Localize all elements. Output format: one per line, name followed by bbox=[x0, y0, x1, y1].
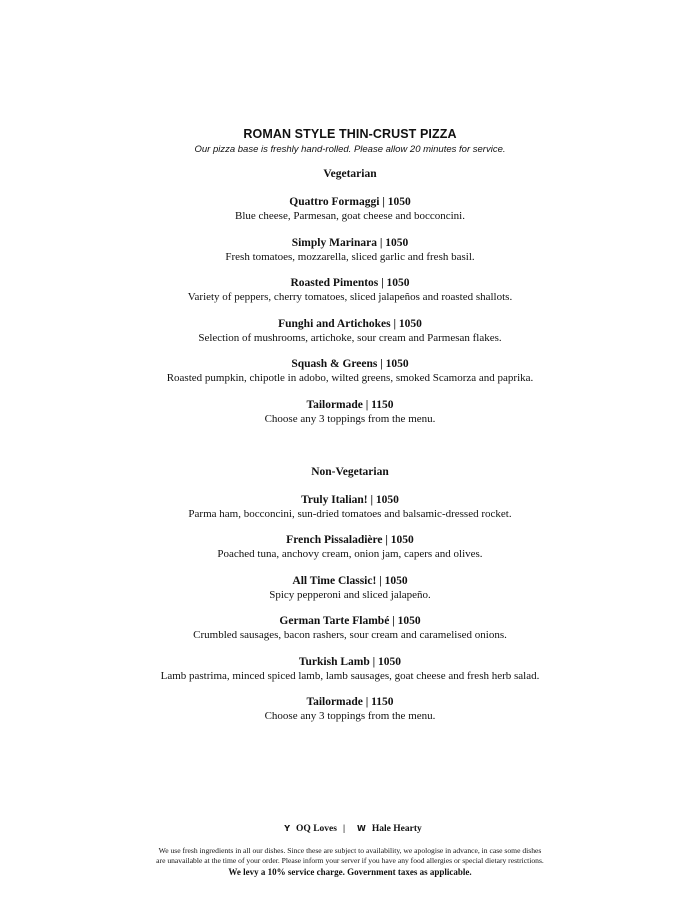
item-name: Tailormade | 1150 bbox=[306, 696, 394, 708]
legend-separator: | bbox=[342, 824, 346, 834]
item-description: Crumbled sausages, bacon rashers, sour cream and caramelised onions. bbox=[193, 629, 507, 641]
item-name: Turkish Lamb | 1050 bbox=[298, 656, 402, 668]
menu-item bbox=[0, 574, 700, 602]
footer-line: are unavailable at the time of your order. Please inform your server if you have any food allergies or special dietary restrictions. bbox=[156, 856, 544, 865]
item-description: Lamb pastrima, minced spiced lamb, lamb sausages, goat cheese and fresh herb salad. bbox=[160, 670, 540, 682]
menu-item bbox=[0, 533, 700, 561]
item-name: Roasted Pimentos | 1050 bbox=[290, 277, 410, 289]
item-description: Choose any 3 toppings from the menu. bbox=[264, 413, 436, 425]
section-heading-non-vegetarian: Non-Vegetarian bbox=[311, 466, 389, 478]
item-name: French Pissaladière | 1050 bbox=[286, 534, 414, 546]
footer-notice bbox=[60, 846, 640, 878]
item-description: Roasted pumpkin, chipotle in adobo, wilted greens, smoked Scamorza and paprika. bbox=[166, 372, 534, 384]
menu-title: ROMAN STYLE THIN-CRUST PIZZA bbox=[243, 127, 457, 141]
menu-item bbox=[0, 276, 700, 304]
menu-item bbox=[0, 317, 700, 345]
item-description: Blue cheese, Parmesan, goat cheese and bocconcini. bbox=[235, 210, 465, 222]
oq-loves-icon: Y bbox=[284, 824, 291, 833]
item-name: All Time Classic! | 1050 bbox=[292, 575, 408, 587]
item-description: Selection of mushrooms, artichoke, sour cream and Parmesan flakes. bbox=[198, 332, 502, 344]
item-name: Quattro Formaggi | 1050 bbox=[289, 196, 411, 208]
menu-item bbox=[0, 695, 700, 723]
section-heading-vegetarian: Vegetarian bbox=[323, 168, 377, 180]
item-name: Truly Italian! | 1050 bbox=[301, 494, 399, 506]
item-name: Simply Marinara | 1050 bbox=[291, 237, 409, 249]
item-name: Tailormade | 1150 bbox=[306, 399, 394, 411]
footer-line: We use fresh ingredients in all our dishes. Since these are subject to availability, we apologise in advance, in case some dishes bbox=[158, 846, 542, 855]
item-name: German Tarte Flambé | 1050 bbox=[279, 615, 421, 627]
item-description: Poached tuna, anchovy cream, onion jam, capers and olives. bbox=[217, 548, 483, 560]
item-name: Squash & Greens | 1050 bbox=[291, 358, 409, 370]
dietary-legend bbox=[0, 824, 700, 834]
menu-item bbox=[0, 614, 700, 642]
item-description: Spicy pepperoni and sliced jalapeño. bbox=[269, 589, 431, 601]
item-description: Fresh tomatoes, mozzarella, sliced garlic and fresh basil. bbox=[225, 251, 475, 263]
legend-label-oq-loves: OQ Loves bbox=[296, 824, 337, 834]
item-name: Funghi and Artichokes | 1050 bbox=[278, 318, 422, 330]
legend-label-hale-hearty: Hale Hearty bbox=[371, 824, 422, 834]
service-charge-note: We levy a 10% service charge. Government taxes as applicable. bbox=[228, 867, 472, 877]
item-description: Variety of peppers, cherry tomatoes, sliced jalapeños and roasted shallots. bbox=[187, 291, 513, 303]
item-description: Parma ham, bocconcini, sun-dried tomatoes and balsamic-dressed rocket. bbox=[188, 508, 512, 520]
menu-item bbox=[0, 493, 700, 521]
hale-hearty-icon: W bbox=[357, 824, 366, 833]
menu-item bbox=[0, 236, 700, 264]
menu-subtitle: Our pizza base is freshly hand-rolled. Please allow 20 minutes for service. bbox=[194, 144, 506, 155]
menu-item bbox=[0, 357, 700, 385]
item-description: Choose any 3 toppings from the menu. bbox=[264, 710, 436, 722]
menu-item bbox=[0, 398, 700, 426]
menu-item bbox=[0, 655, 700, 683]
menu-item bbox=[0, 195, 700, 223]
